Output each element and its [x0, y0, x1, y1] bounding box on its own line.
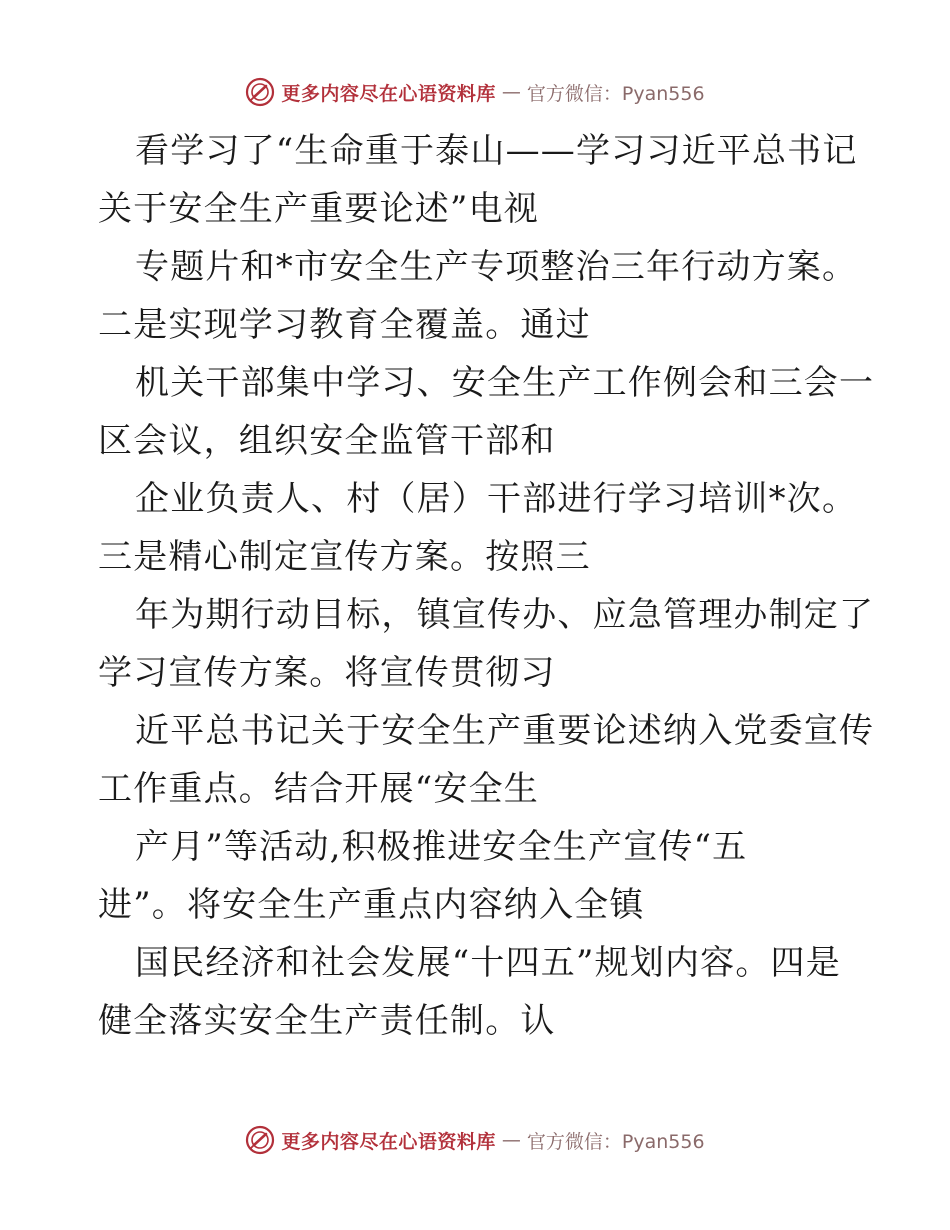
text-line: 专题片和*市安全生产专项整治三年行动方案。 [135, 247, 858, 287]
banner-title: 更多内容尽在心语资料库 [281, 1130, 496, 1153]
document-body [98, 122, 878, 1050]
text-line: 近平总书记关于安全生产重要论述纳入党委宣传 [135, 711, 875, 751]
banner-wechat: 官方微信：Pyan556 [526, 82, 705, 105]
text-line: 看学习了“生命重于泰山——学习习近平总书记 [135, 131, 858, 171]
text-line: 区会议，组织安全监管干部和 [98, 421, 556, 461]
text-line: 关于安全生产重要论述”电视 [98, 189, 539, 229]
seal-icon [245, 1125, 275, 1155]
banner-wechat: 官方微信：Pyan556 [526, 1130, 705, 1153]
text-line: 学习宣传方案。将宣传贯彻习 [98, 653, 556, 693]
text-line: 进”。将安全生产重点内容纳入全镇 [98, 885, 645, 925]
seal-icon [245, 77, 275, 107]
text-line: 三是精心制定宣传方案。按照三 [98, 537, 591, 577]
footer-banner [0, 1120, 950, 1160]
banner-dash: — [501, 81, 521, 103]
header-banner [0, 72, 950, 112]
text-line: 年为期行动目标，镇宣传办、应急管理办制定了 [135, 595, 875, 635]
banner-title: 更多内容尽在心语资料库 [281, 82, 496, 105]
banner-dash: — [501, 1129, 521, 1151]
text-line: 二是实现学习教育全覆盖。通过 [98, 305, 591, 345]
text-line: 机关干部集中学习、安全生产工作例会和三会一 [135, 363, 875, 403]
text-line: 工作重点。结合开展“安全生 [98, 769, 539, 809]
text-line: 产月”等活动,积极推进安全生产宣传“五 [135, 827, 748, 867]
text-line: 企业负责人、村（居）干部进行学习培训*次。 [135, 479, 858, 519]
text-line: 健全落实安全生产责任制。认 [98, 1001, 556, 1041]
text-line: 国民经济和社会发展“十四五”规划内容。四是 [135, 943, 841, 983]
